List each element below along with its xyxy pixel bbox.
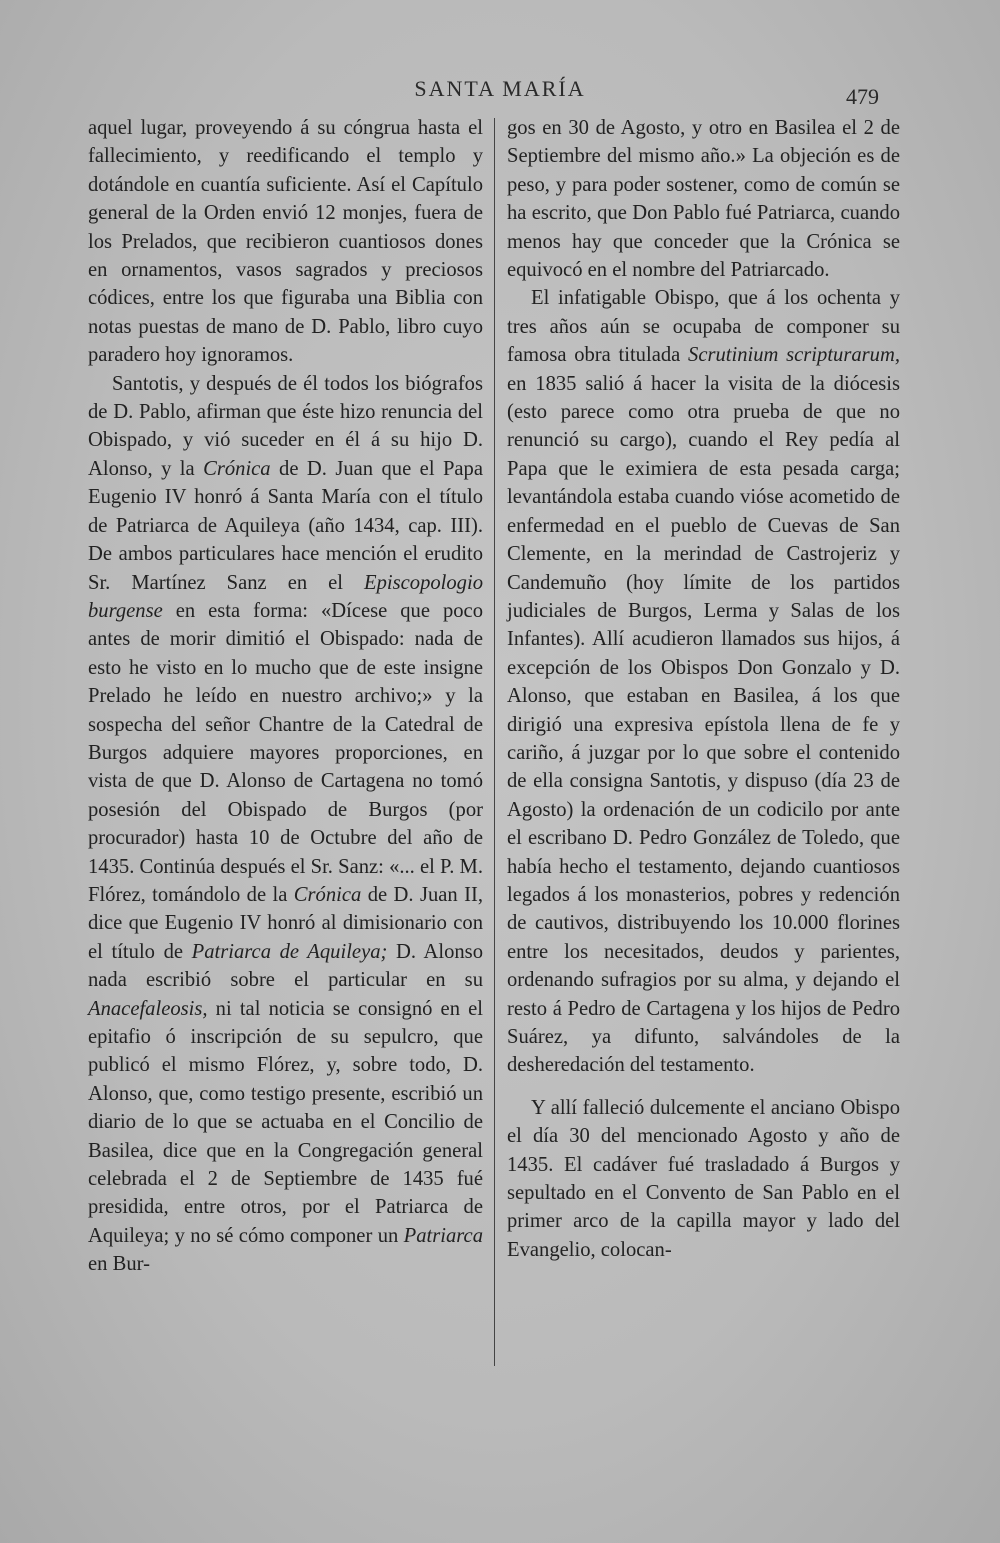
right-column (507, 114, 900, 1264)
text-run: en esta forma: «Dícese que poco antes de morir dimitió el Obispado: nada de esto he visto en lo mucho que de este insigne Prelado he leído en nuestro archivo;» y la sospecha del señor Chantre de la Catedral de Burgos adquiere mayores proporciones, en vista de que D. Alonso de Cartagena no tomó posesión del Obispado de Burgos (por procurador) hasta 10 de Octubre del año de 1435. Continúa después el Sr. Sanz: «... el P. M. Flórez, tomándolo de la (88, 599, 483, 906)
right-paragraph-1: gos en 30 de Agosto, y otro en Basilea el 2 de Septiembre del mismo año.» La objeción es de peso, y para poder sostener, como de común se ha escrito, que Don Pablo fué Patriarca, cuando menos hay que conceder que la Crónica se equivocó en el nombre del Patriarcado. (507, 117, 900, 282)
text-run: D. Alonso nada escribió sobre el particular en su (88, 940, 483, 992)
right-paragraph-2 (507, 284, 900, 1079)
text-run: en 1835 salió á hacer la visita de la diócesis (esto parece como otra prueba de que no renunció su cargo), cuando el Rey pedía al Papa que le eximiera de esta pesada carga; levantándola estaba cuando vióse acometido de enfermedad en el pueblo de Cuevas de San Clemente, en la merindad de Castrojeriz y Candemuño (hoy límite de los partidos judiciales de Burgos, Lerma y Salas de los Infantes). Allí acudieron llamados sus hijos, á excepción de los Obispos Don Gonzalo y D. Alonso, que estaban en Basilea, á los que dirigió una expresiva epístola llena de fe y cariño, á juzgar por lo que sobre el contenido de ella consigna Santotis, y dispuso (día 23 de Agosto) la ordenación de un codicilo por ante el escribano D. Pedro González de Toledo, que había hecho el testamento, dejando cuantiosos legados á los monasterios, pobres y redención de cautivos, distribuyendo los 10.000 florines entre los necesitados, deudos y parientes, ordenando sufragios por su alma, y dejando el resto á Pedro de Cartagena y los hijos de Pedro Suárez, ya difunto, salvándoles de la desheredación del testamento. (507, 372, 900, 1077)
italic-title: Crónica (203, 457, 271, 480)
italic-title: Patriarca (403, 1224, 483, 1247)
left-column (88, 114, 483, 1279)
italic-title: Crónica (293, 883, 362, 906)
left-paragraph-2 (88, 370, 483, 1279)
text-run: de D. Juan II, dice que Eugenio IV honró al dimisionario con el título de (88, 883, 483, 963)
text-run: El infatigable Obispo, que á los ochenta y tres años aún se ocupaba de componer su famosa obra titulada (507, 287, 900, 367)
left-paragraph-1: aquel lugar, proveyendo á su cóngrua hasta el fallecimiento, y reedificando el templo y dotándole en cuantía suficiente. Así el Capítulo general de la Orden envió 12 monjes, fuera de los Prelados, que recibieron cuantiosos dones en ornamentos, vasos sagrados y preciosos códices, entre los que figuraba una Biblia con notas puestas de mano de D. Pablo, libro cuyo paradero hoy ignoramos. (88, 117, 483, 367)
italic-title: Anacefaleosis, (88, 997, 208, 1020)
italic-title: Scrutinium scripturarum, (688, 344, 900, 367)
text-run: en Bur- (88, 1253, 150, 1276)
text-run: Santotis, y después de él todos los biógrafos de D. Pablo, afirman que éste hizo renuncia del Obispado, y vió suceder en él á su hijo D. Alonso, y la (88, 372, 483, 480)
page-number: 479 (846, 84, 879, 109)
column-divider (494, 118, 495, 1366)
running-head: SANTA MARÍA (414, 76, 586, 101)
right-paragraph-3: Y allí falleció dulcemente el anciano Obispo el día 30 del mencionado Agosto y año de 1435. El cadáver fué trasladado á Burgos y sepultado en el Convento de San Pablo en el primer arco de la capilla mayor y lado del Evangelio, colocan- (507, 1096, 900, 1261)
text-run: ni tal noticia se consignó en el epitafio ó inscripción de su sepulcro, que publicó el mismo Flórez, y, sobre todo, D. Alonso, que, como testigo presente, escribió un diario de lo que se actuaba en el Concilio de Basilea, dice que en la Congregación general celebrada el 2 de Septiembre de 1435 fué presidida, entre otros, por el Patriarca de Aquileya; y no sé cómo componer un (88, 997, 483, 1247)
italic-title: Patriarca de Aquileya; (191, 940, 388, 963)
italic-title: Episcopologio burgense (88, 571, 483, 622)
text-run: de D. Juan que el Papa Eugenio IV honró á Santa María con el título de Patriarca de Aquileya (año 1434, cap. III). De ambos particulares hace mención el erudito Sr. Martínez Sanz en el (88, 457, 483, 594)
